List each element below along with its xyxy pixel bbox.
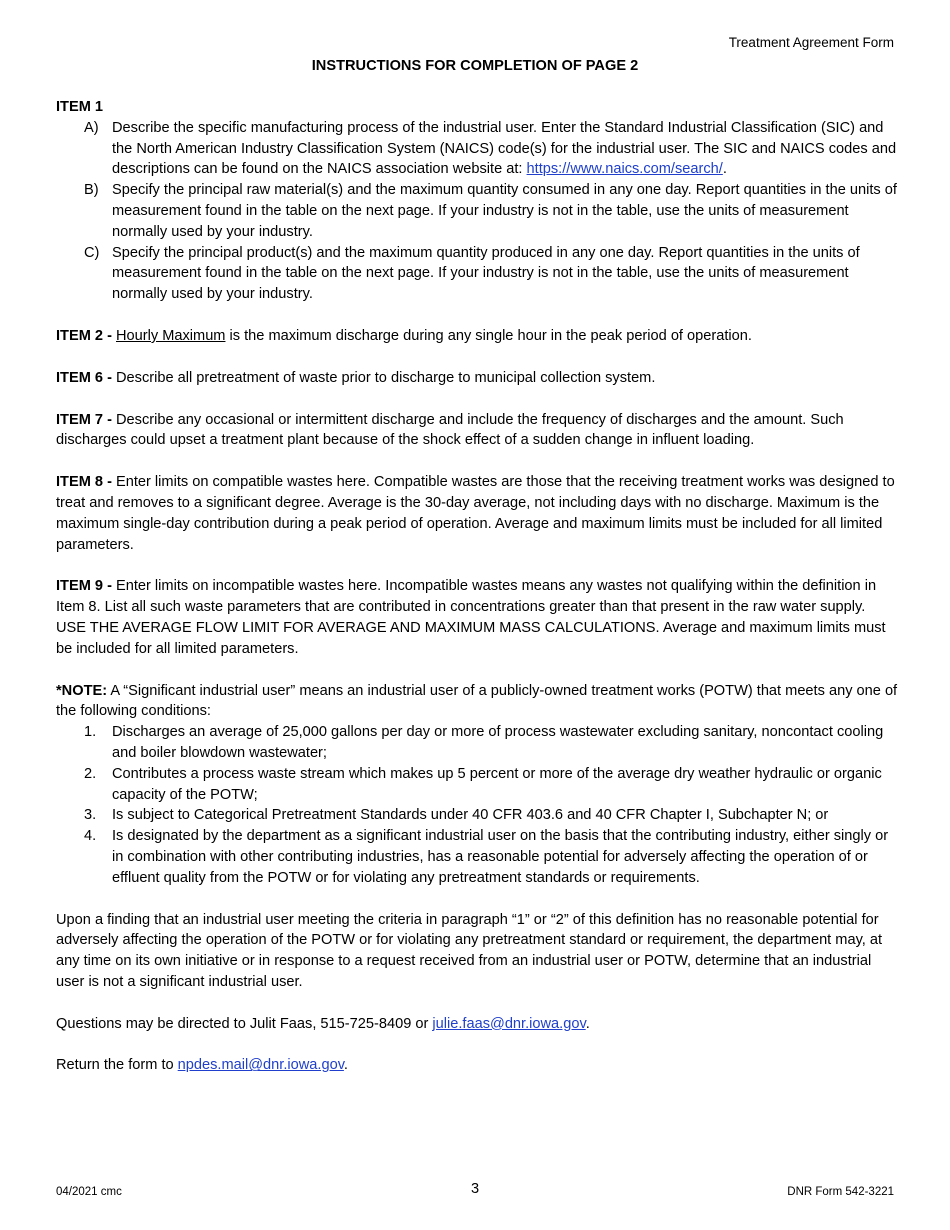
list-marker: 2.: [84, 765, 97, 782]
page-title: INSTRUCTIONS FOR COMPLETION OF PAGE 2: [311, 58, 639, 74]
item1-c: [56, 243, 898, 305]
footer-form-number: DNR Form 542-3221: [787, 1186, 894, 1198]
item2-paragraph: [56, 326, 898, 347]
item1-a-text: Describe the specific manufacturing process of the industrial user. Enter the Standard Industrial Classification (SIC) and the North American Industry Classification System (NAICS) code(s) for the industrial user. The SIC and NAICS codes and descriptions can be found on the NAICS association website at:: [112, 119, 897, 178]
finding-paragraph: Upon a finding that an industrial user meeting the criteria in paragraph “1” or “2” of this definition has no reasonable potential for adversely affecting the operation of the POTW or for violating any pretreatment standard or requirement, the department may, at any time on its own initiative or in response to a request received from an industrial user or POTW, determine that an industrial user is not a significant industrial user.: [56, 911, 883, 990]
item8-label: ITEM 8 -: [56, 474, 116, 491]
questions-paragraph: [56, 1014, 898, 1035]
item7-label: ITEM 7 -: [56, 411, 116, 428]
condition-text: Contributes a process waste stream which makes up 5 percent or more of the average dry weather hydraulic or organic capacity of the POTW;: [112, 765, 882, 803]
return-text: Return the form to: [56, 1057, 178, 1074]
list-item: [56, 722, 898, 764]
footer-revision: 04/2021 cmc: [56, 1186, 122, 1198]
list-marker: C): [84, 244, 100, 261]
questions-end: .: [585, 1015, 590, 1032]
item7-paragraph: [56, 410, 898, 452]
item9-paragraph: [56, 576, 898, 659]
list-marker: 1.: [84, 724, 97, 741]
condition-text: Is designated by the department as a significant industrial user on the basis that the contributing industry, either singly or in combination with other contributing industries, has a reasonable potential for adversely affecting the operation of or effluent quality from the POTW or for violating any pretreatment standards or requirements.: [112, 828, 889, 886]
item1-a: [56, 118, 898, 180]
contact-email-link[interactable]: julie.faas@dnr.iowa.gov: [432, 1015, 586, 1032]
condition-text: Discharges an average of 25,000 gallons per day or more of process wastewater excluding sanitary, noncontact cooling and boiler blowdown wastewater;: [112, 724, 884, 761]
item2-term: Hourly Maximum: [116, 327, 226, 344]
list-marker: 4.: [84, 828, 97, 845]
page-number: 3: [470, 1181, 480, 1197]
item1-b: [56, 180, 898, 242]
list-marker: B): [84, 182, 99, 199]
item6-paragraph: [56, 368, 898, 389]
instructions-body: [56, 97, 898, 1076]
item2-label: ITEM 2 -: [56, 327, 116, 344]
list-item: [56, 764, 898, 806]
item8-text: Enter limits on compatible wastes here. Compatible wastes are those that the receiving treatment works was designed to treat and removes to a significant degree. Average is the 30-day average, not including days with no discharge. Maximum is the maximum single-day contribution during a peak period of operation. Average and maximum limits must be included for all limited parameters.: [56, 474, 895, 553]
item2-text: is the maximum discharge during any single hour in the peak period of operation.: [225, 327, 752, 344]
item7-text: Describe any occasional or intermittent discharge and include the frequency of discharges and the amount. Such discharges could upset a treatment plant because of the shock effect of a sudden change in influent loading.: [56, 411, 844, 449]
condition-text: Is subject to Categorical Pretreatment Standards under 40 CFR 403.6 and 40 CFR Chapter I, Subchapter N; or: [112, 807, 829, 824]
item1-c-text: Specify the principal product(s) and the maximum quantity produced in any one day. Report quantities in the units of measurement found in the table on the next page. If your industry is not in the table, use the units of measurement normally used by your industry.: [112, 244, 860, 303]
item9-text: Enter limits on incompatible wastes here. Incompatible wastes means any wastes not qualifying within the definition in Item 8. List all such waste parameters that are contributed in concentrations greater than that present in the raw water supply. USE THE AVERAGE FLOW LIMIT FOR AVERAGE AND MAXIMUM MASS CALCULATIONS. Average and maximum limits must be included for all limited parameters.: [56, 578, 886, 657]
return-paragraph: [56, 1055, 898, 1076]
conditions-list: [56, 722, 898, 888]
item1-a-end: .: [722, 161, 727, 178]
form-name-header: Treatment Agreement Form: [728, 35, 894, 50]
naics-link[interactable]: https://www.naics.com/search/: [526, 161, 723, 178]
note-text: A “Significant industrial user” means an industrial user of a publicly-owned treatment works (POTW) that meets any one of the following conditions:: [56, 682, 898, 720]
item8-paragraph: [56, 472, 898, 555]
list-marker: A): [84, 119, 99, 136]
item6-text: Describe all pretreatment of waste prior to discharge to municipal collection system.: [116, 369, 656, 386]
list-item: [56, 805, 898, 826]
questions-text: Questions may be directed to Julit Faas, 515-725-8409 or: [56, 1015, 433, 1032]
note-label: *NOTE:: [56, 682, 108, 699]
item9-label: ITEM 9 -: [56, 578, 116, 595]
note-paragraph: [56, 681, 898, 723]
item1-b-text: Specify the principal raw material(s) and the maximum quantity consumed in any one day. Report quantities in the units of measurement found in the table on the next page. If your industry is not in the table, use the units of measurement normally used by your industry.: [112, 182, 897, 240]
item1-heading: ITEM 1: [56, 99, 104, 115]
item6-label: ITEM 6 -: [56, 369, 116, 386]
return-email-link[interactable]: npdes.mail@dnr.iowa.gov: [177, 1057, 344, 1074]
list-item: [56, 826, 898, 888]
return-end: .: [343, 1057, 348, 1074]
list-marker: 3.: [84, 807, 97, 824]
item1-list: [56, 118, 898, 305]
